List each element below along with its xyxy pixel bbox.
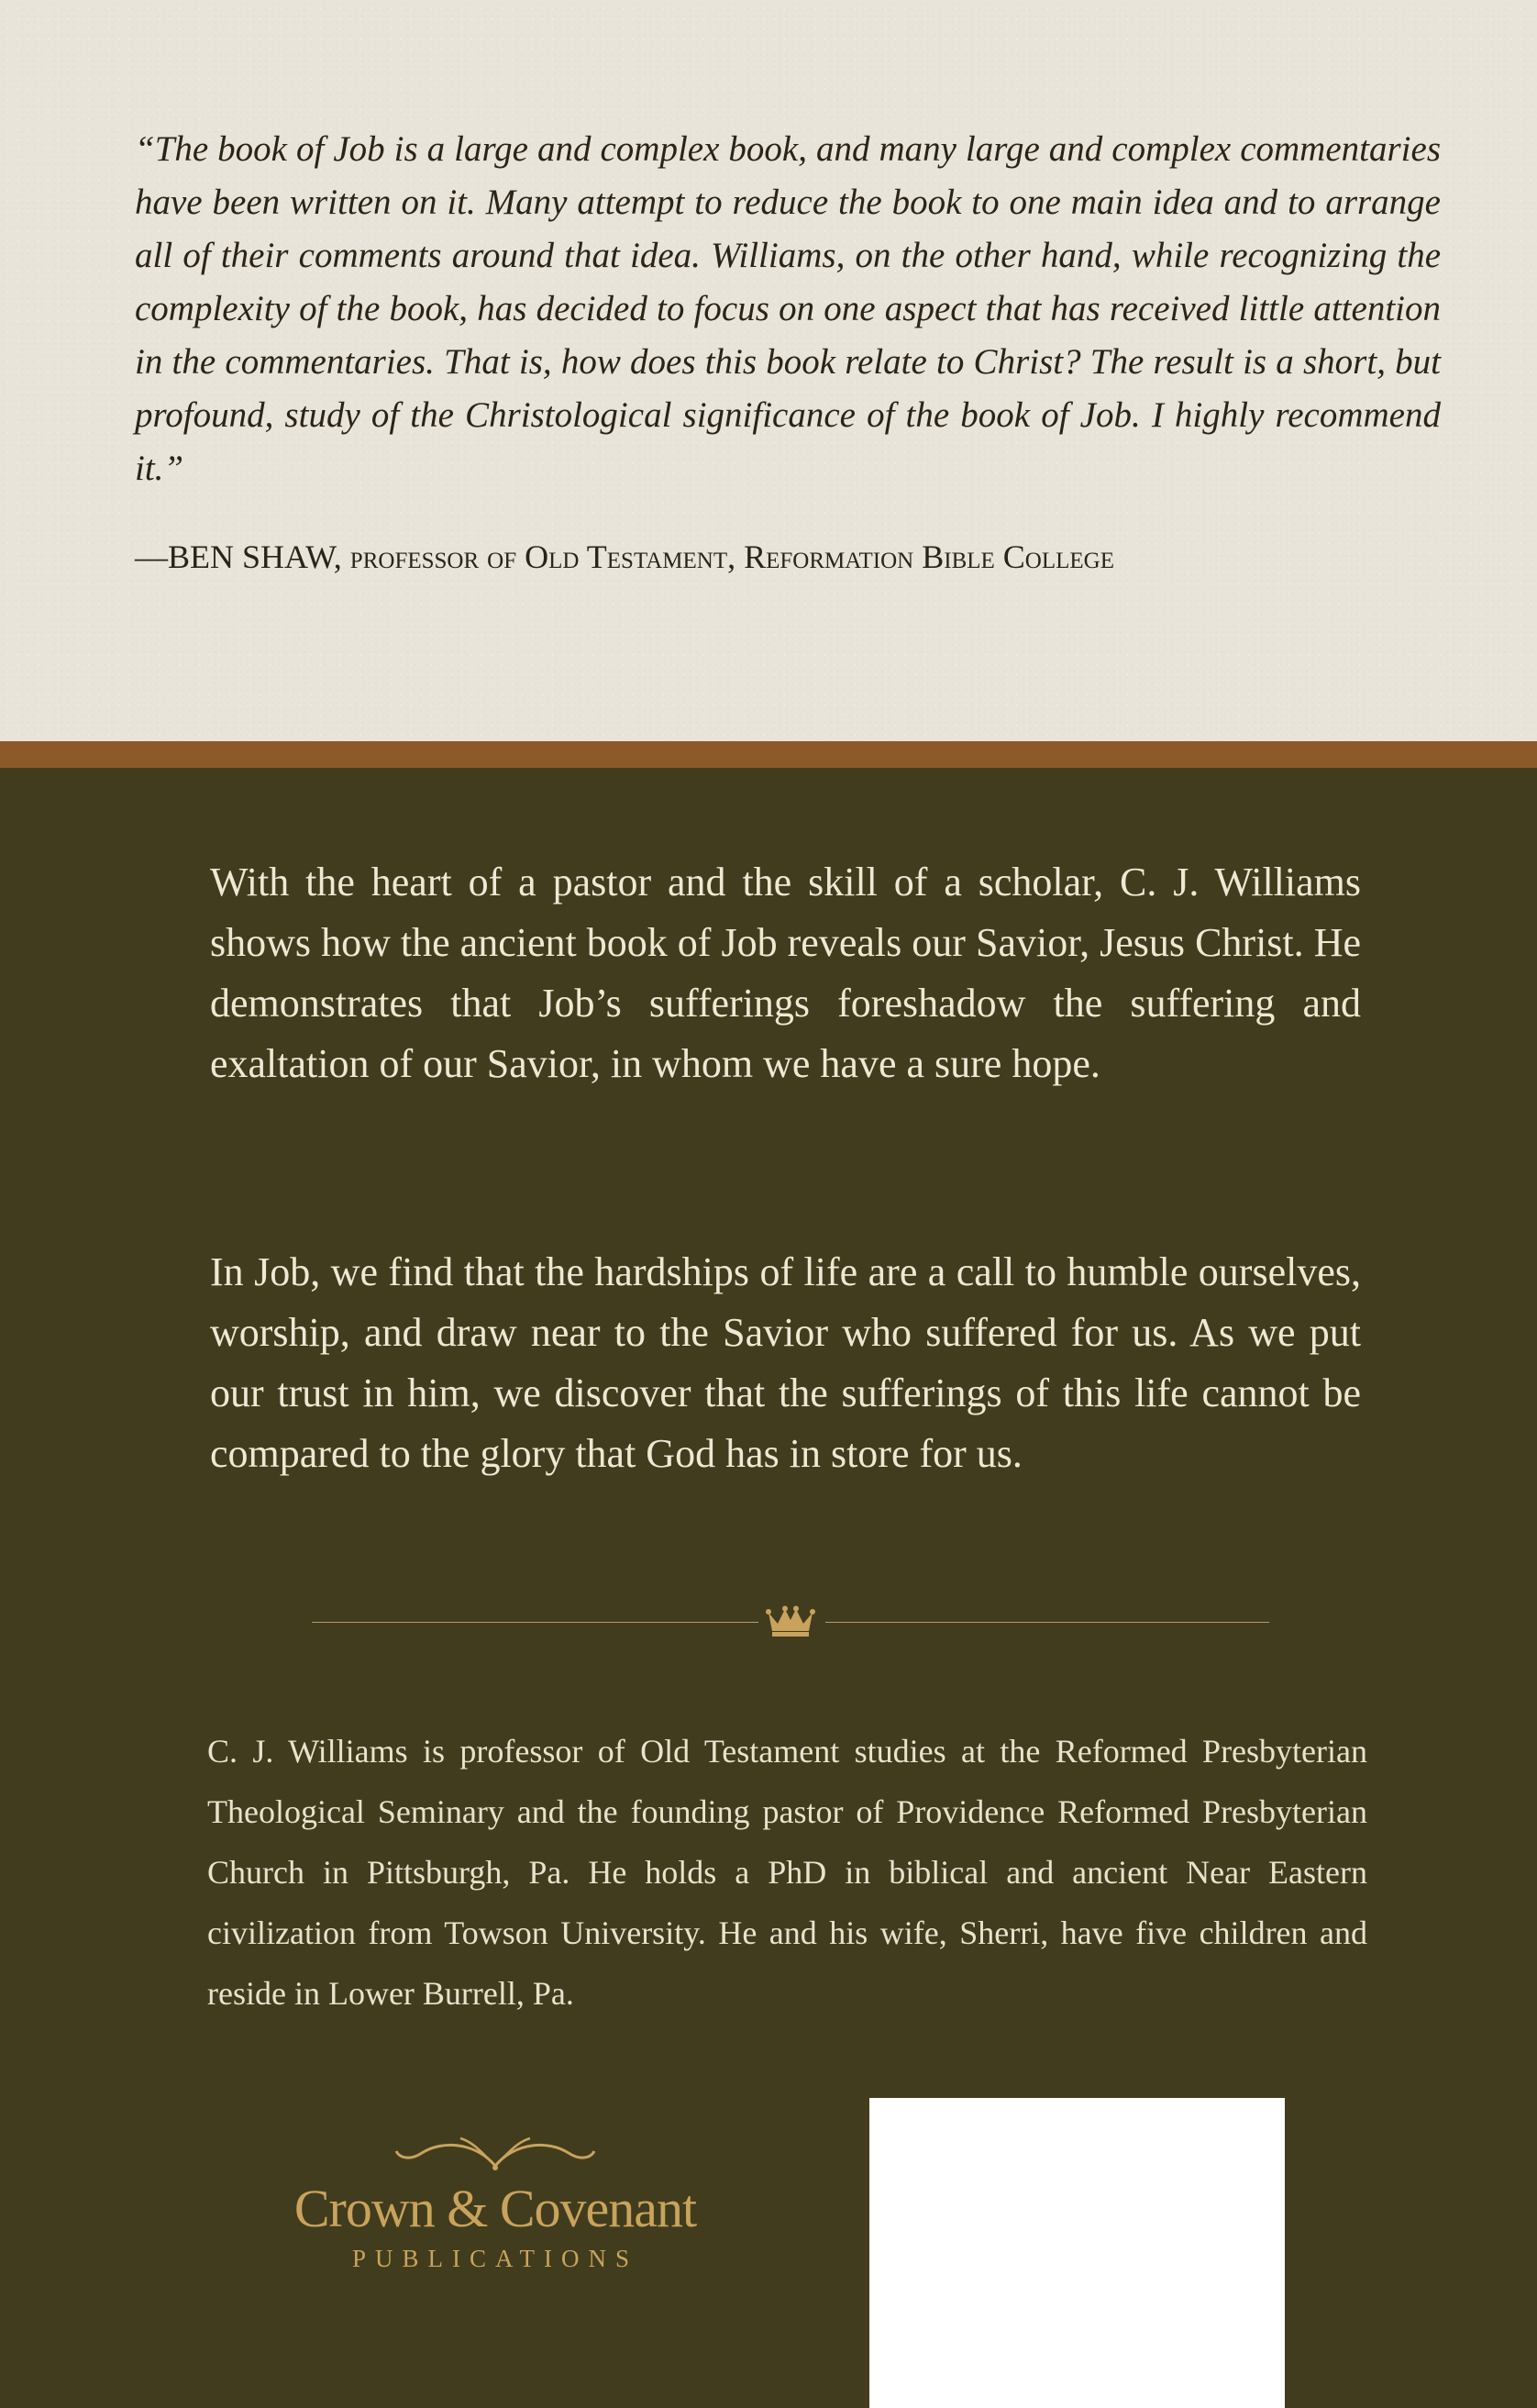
description-paragraph-1: With the heart of a pastor and the skill of a scholar, C. J. Williams shows how the ancient book of Job reveals our Savior, Jesus Christ. He demonstrates that Job’s sufferings foreshadow the suffering and exaltation of our Savior, in whom we have a sure hope.	[210, 860, 1361, 1086]
ornamental-divider	[312, 1605, 1269, 1638]
author-bio: C. J. Williams is professor of Old Testament studies at the Reformed Presbyterian Theological Seminary and the founding pastor of Providence Reformed Presbyterian Church in Pittsburgh, Pa. He holds a PhD in biblical and ancient Near Eastern civilization from Towson University. He and his wife, Sherri, have five children and reside in Lower Burrell, Pa.	[207, 1733, 1367, 2012]
publisher-subline: PUBLICATIONS	[351, 2245, 639, 2272]
publisher-name: Crown & Covenant	[293, 2179, 697, 2238]
endorsement-attribution: —BEN SHAW, professor of Old Testament, Reformation Bible College	[135, 538, 1114, 575]
divider-rule-left	[312, 1622, 758, 1623]
divider-band	[0, 741, 1537, 768]
divider-rule-right	[825, 1622, 1269, 1623]
endorsement-panel	[0, 0, 1537, 741]
flourish-icon	[394, 2133, 596, 2173]
crown-icon	[765, 1605, 816, 1638]
publisher-logo	[275, 2133, 715, 2280]
description-paragraph-2: In Job, we find that the hardships of life are a call to humble ourselves, worship, and draw near to the Savior who suffered for us. As we put our trust in him, we discover that the sufferings of this life cannot be compared to the glory that God has in store for us.	[210, 1249, 1361, 1476]
barcode-placeholder	[869, 2098, 1285, 2408]
endorsement-quote: “The book of Job is a large and complex book, and many large and complex commentaries have been written on it. Many attempt to reduce the book to one main idea and to arrange all of their comments around that idea. Williams, on the other hand, while recognizing the complexity of the book, has decided to focus on one aspect that has received little attention in the commentaries. That is, how does this book relate to Christ? The result is a short, but profound, study of the Christological significance of the book of Job. I highly recommend it.”	[135, 129, 1441, 488]
